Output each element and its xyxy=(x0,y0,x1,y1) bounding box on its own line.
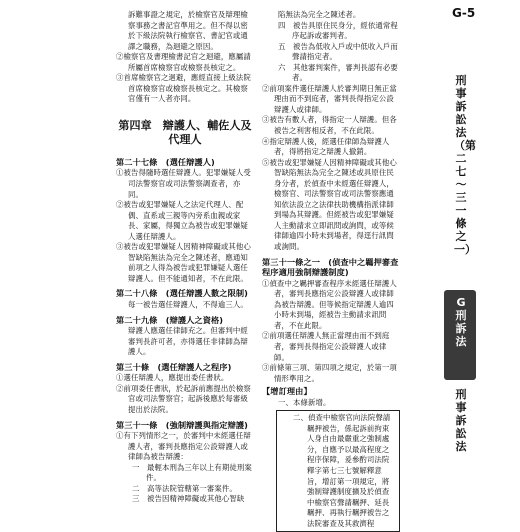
paragraph: ①選任辯護人，應提出委任書狀。 xyxy=(116,373,229,383)
chapter-heading: 第四章 辯護人、輔佐人及代理人 xyxy=(118,118,252,146)
sub-item: 六 其他審判案件，審判長認有必要者。 xyxy=(278,62,398,83)
paragraph: 辯護人應選任律師充之。但審判中經審判長許可者，亦得選任非律師為辯護人。 xyxy=(128,326,248,357)
sub-item: 五 被告為低收入戶或中低收入戶而聲請指定者。 xyxy=(278,41,398,62)
paragraph: ④指定辯護人後，經選任律師為辯護人者，得將指定之辯護人撤銷。 xyxy=(262,136,390,157)
left-column xyxy=(116,10,254,505)
section-tab-label: G刑訴法 xyxy=(455,296,467,348)
side-title: 刑事訴訟法（第二七～三一條之一） xyxy=(454,74,476,256)
paragraph: 每一被告選任辯護人，不得逾三人。 xyxy=(128,300,248,310)
paragraph: ③前條第三項、第四項之規定，於第一項情形準用之。 xyxy=(262,363,397,383)
sub-item: 三 被告因精神障礙或其他心智缺 xyxy=(132,494,245,504)
article-heading: 第三十一條之一 (偵查中之羈押審查程序適用強制辯護制度) xyxy=(262,256,399,278)
sub-item: 二 高等法院管轄第一審案件。 xyxy=(132,483,237,493)
bottom-title: 刑事訴訟法 xyxy=(455,388,467,453)
article-heading: 第三十一條 (強制辯護與指定辯護) xyxy=(116,419,248,430)
sub-item: 一、本條新增。 xyxy=(278,397,331,407)
paragraph: ⑤被告或犯罪嫌疑人因精神障礙或其他心智缺陷無法為完全之陳述或具原住民身分者，於偵查中未經選任辯護人，檢察官、司法警察官或司法警察應通知依法設立之法律扶助機構指派律師到場為其辯護。但經被告或犯罪嫌疑人主動請求立即訊問或詢問，或等候律師逾四小時未到場者，得逕行訊問或詢問。 xyxy=(262,157,397,252)
paragraph: ③被告或犯罪嫌疑人因精神障礙或其他心智缺陷無法為完全之陳述者，應通知前項之人得為被告或犯罪嫌疑人選任辯護人。但不能通知者，不在此限。 xyxy=(116,242,251,283)
article-heading: 第二十九條 (辯護人之資格) xyxy=(116,314,224,325)
paragraph: ①偵查中之羈押審查程序未經選任辯護人者，審判長應指定公設辯護人或律師為被告辯護。但等候指定辯護人逾四小時未到場，經被告主動請求訊問者，不在此限。 xyxy=(262,278,397,330)
paragraph: 訴難事證之規定，於檢察官及辯理檢察事務之書記官準用之。但不得以密於下級法院執行檢察官、書記官或通譯之職務，為迴避之原因。 xyxy=(128,10,248,51)
paragraph: ②被告或犯罪嫌疑人之法定代理人、配偶、直系或三親等內旁系血親或家長、家屬，得獨立為被告或犯罪嫌疑人選任辯護人。 xyxy=(116,200,248,241)
article-heading: 第二十八條 (選任辯護人數之限制) xyxy=(116,288,248,299)
sub-item: 陷無法為完全之陳述者。 xyxy=(278,10,361,19)
paragraph: ②檢察官及書理檢書記官之迴避，應屬請所屬首席檢察官或檢察長核定之。 xyxy=(116,52,251,72)
paragraph: ①有下列情形之一，於審判中未經選任辯護人者，審判長應指定公設辯護人或律師為被告辯護： xyxy=(116,431,251,462)
paragraph: ①被告得隨時選任辯護人。犯罪嫌疑人受司法警察官或司法警察調查者，亦同。 xyxy=(116,168,251,199)
paragraph: ③首席檢察官之迴避，應經直接上級法院首席檢察官或檢察長核定之。其檢察官僅有一人者亦同。 xyxy=(116,73,251,104)
paragraph: ②前項選任辯護人無正當理由而不到庭者，審判長得指定公設辯護人或律師。 xyxy=(262,331,390,362)
sub-item: 四 被告具原住民身分，經依通常程序起訴或審判者。 xyxy=(278,20,398,41)
paragraph: ③被告有數人者，得指定一人辯護。但各被告之利害相反者，不在此限。 xyxy=(262,115,397,136)
right-column xyxy=(262,10,400,532)
reason-note: 二、偵查中檢察官向法院聲請羈押被告，係起訴前拘束人身自由最嚴重之強制處分，自應予以最高程度之程序保障，爰參酌司法院釋字第七三七號解釋意旨，增訂第一項規定，將強制辯護制度擴及於偵查中檢察官聲請羈押、延長羈押、再執行羈押被告之法院審查及其救濟程 xyxy=(276,410,400,532)
page-number: G-5 xyxy=(452,6,476,20)
paragraph: ②前項案件選任辯護人於審判期日無正當理由而不到庭者，審判長得指定公設辯護人或律師。 xyxy=(262,83,397,114)
reason-heading: 【增訂理由】 xyxy=(262,386,312,397)
article-heading: 第三十條 (選任辯護人之程序) xyxy=(116,361,232,372)
sub-item: 一 最輕本刑為三年以上有期徒刑案件。 xyxy=(132,462,252,483)
article-heading: 第二十七條 (選任辯護人) xyxy=(116,156,215,167)
paragraph: ②前項委任書狀，於起訴前應提出於檢察官或司法警察官；起訴後應於每審級提出於法院。 xyxy=(116,383,251,414)
